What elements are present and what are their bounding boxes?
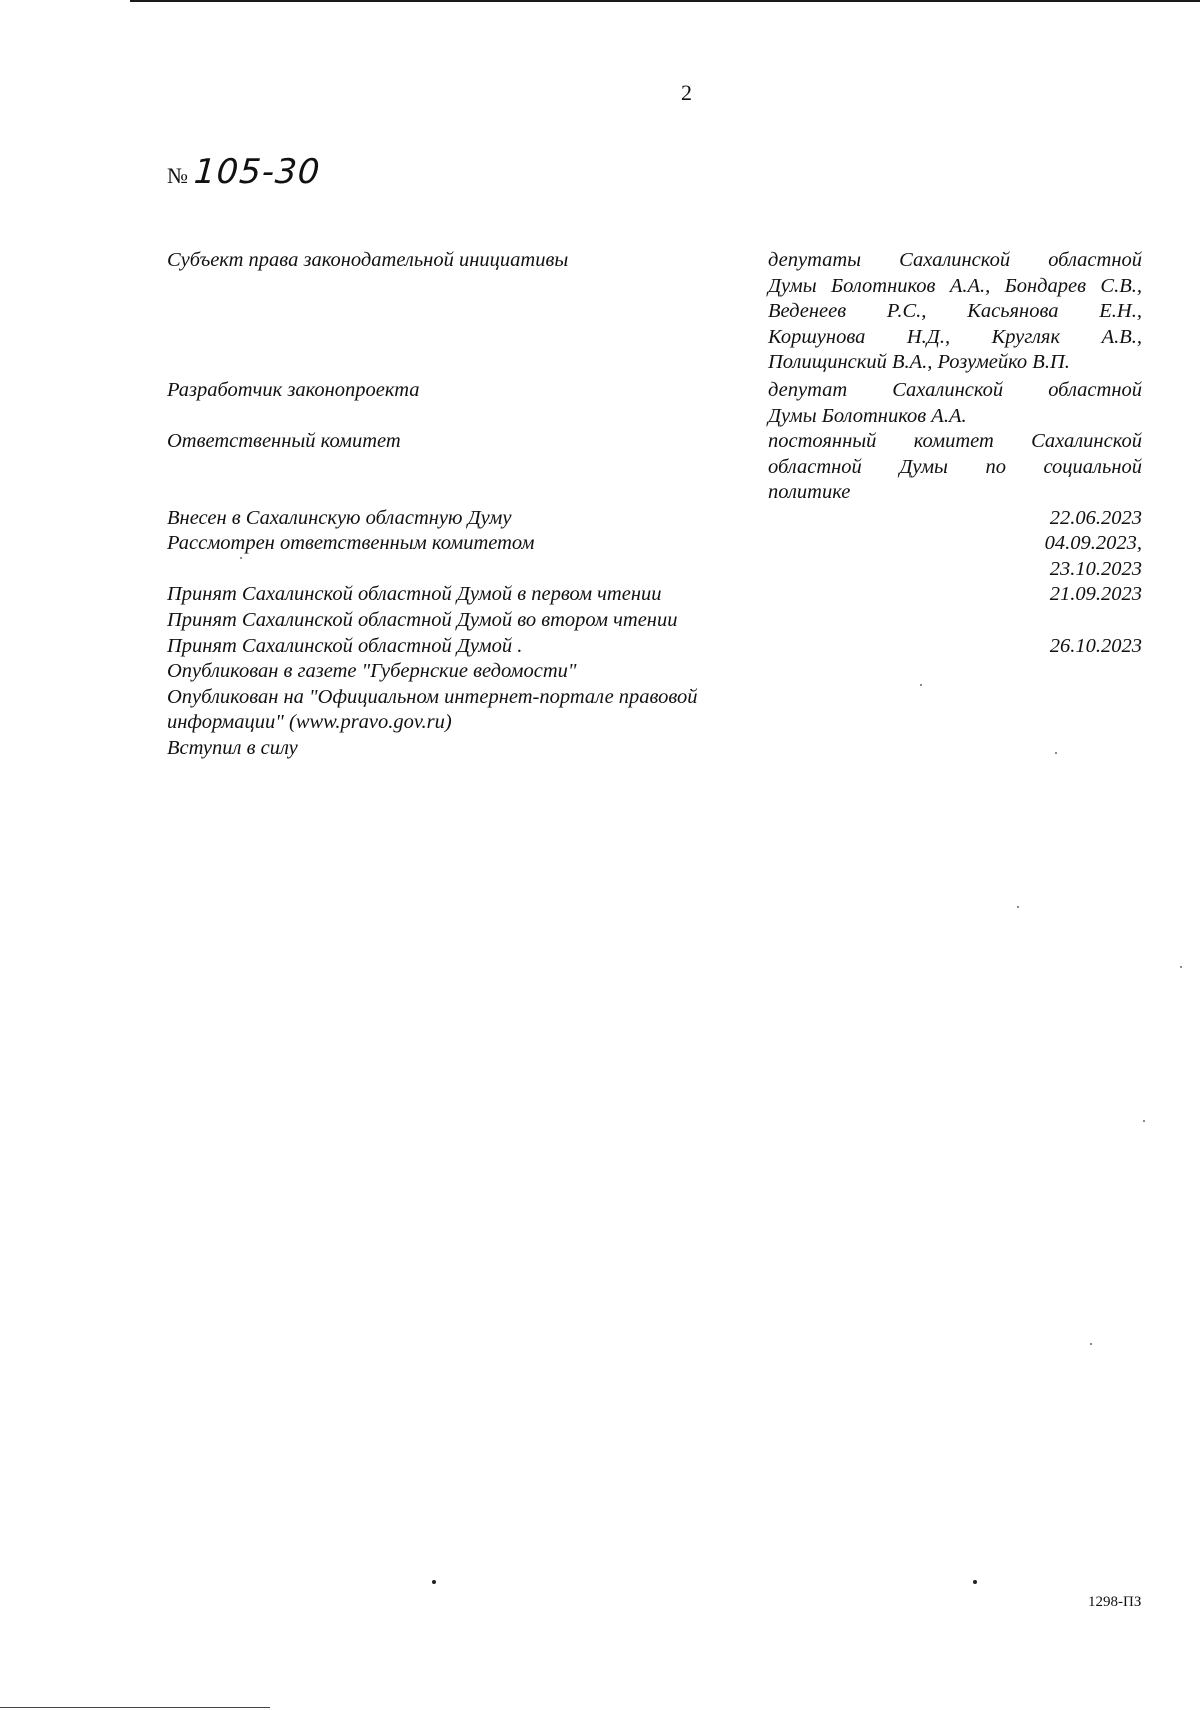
scan-speck — [973, 1580, 977, 1584]
document-code: 1298-ПЗ — [1088, 1594, 1142, 1610]
published-newspaper-label: Опубликован в газете "Губернские ведомости" — [167, 660, 577, 682]
committee-value — [768, 429, 1142, 506]
published-portal-label-1: Опубликован на "Официальном интернет-портале правовой — [167, 686, 698, 708]
reviewed-label: Рассмотрен ответственным комитетом — [167, 532, 535, 554]
scan-speck — [240, 557, 242, 559]
first-reading-label: Принят Сахалинской областной Думой в первом чтении — [167, 583, 662, 605]
adopted-date: 26.10.2023 — [1049, 635, 1142, 657]
subject-label: Субъект права законодательной инициативы — [167, 249, 569, 271]
developer-label: Разработчик законопроекта — [167, 379, 420, 401]
reviewed-date-1: 04.09.2023, — [1044, 532, 1142, 554]
developer-line-2: Думы Болотников А.А. — [768, 404, 967, 427]
handwritten-number: 105-30 — [192, 152, 322, 192]
scan-speck — [1055, 752, 1057, 754]
published-portal-label-2: информации" (www.pravo.gov.ru) — [167, 711, 452, 733]
committee-line-1: постоянный комитет Сахалинской — [768, 430, 1142, 452]
developer-line-1: депутат Сахалинской областной — [768, 379, 1142, 401]
scan-speck — [1090, 1343, 1092, 1345]
bottom-border-line — [0, 1707, 270, 1708]
reviewed-date-2: 23.10.2023 — [1049, 558, 1142, 580]
submitted-label: Внесен в Сахалинскую областную Думу — [167, 507, 512, 529]
top-border-line — [130, 0, 1200, 2]
adopted-label: Принят Сахалинской областной Думой . — [167, 635, 523, 657]
committee-line-3: политике — [768, 481, 851, 503]
subject-line-2: Думы Болотников А.А., Бондарев С.В., — [768, 274, 1142, 297]
subject-value — [768, 248, 1142, 376]
committee-label: Ответственный комитет — [167, 430, 401, 452]
subject-line-1: депутаты Сахалинской областной — [768, 249, 1142, 271]
subject-line-3: Веденеев Р.С., Касьянова Е.Н., — [768, 300, 1142, 322]
second-reading-label: Принят Сахалинской областной Думой во втором чтении — [167, 609, 678, 631]
subject-line-4: Коршунова Н.Д., Кругляк А.В., — [768, 325, 1142, 348]
in-force-label: Вступил в силу — [167, 737, 298, 759]
subject-line-5: Полищинский В.А., Розумейко В.П. — [768, 351, 1070, 373]
scan-speck — [432, 1580, 436, 1584]
scan-speck — [1143, 1120, 1145, 1122]
page-number: 2 — [681, 80, 692, 105]
scan-speck — [1180, 966, 1182, 968]
scan-speck — [920, 684, 922, 686]
submitted-date: 22.06.2023 — [1049, 507, 1142, 529]
first-reading-date: 21.09.2023 — [1049, 583, 1142, 605]
committee-line-2: областной Думы по социальной — [768, 455, 1142, 478]
number-sign: № — [167, 163, 188, 188]
developer-value — [768, 378, 1142, 429]
document-number — [167, 152, 320, 192]
scan-speck — [1017, 906, 1019, 908]
